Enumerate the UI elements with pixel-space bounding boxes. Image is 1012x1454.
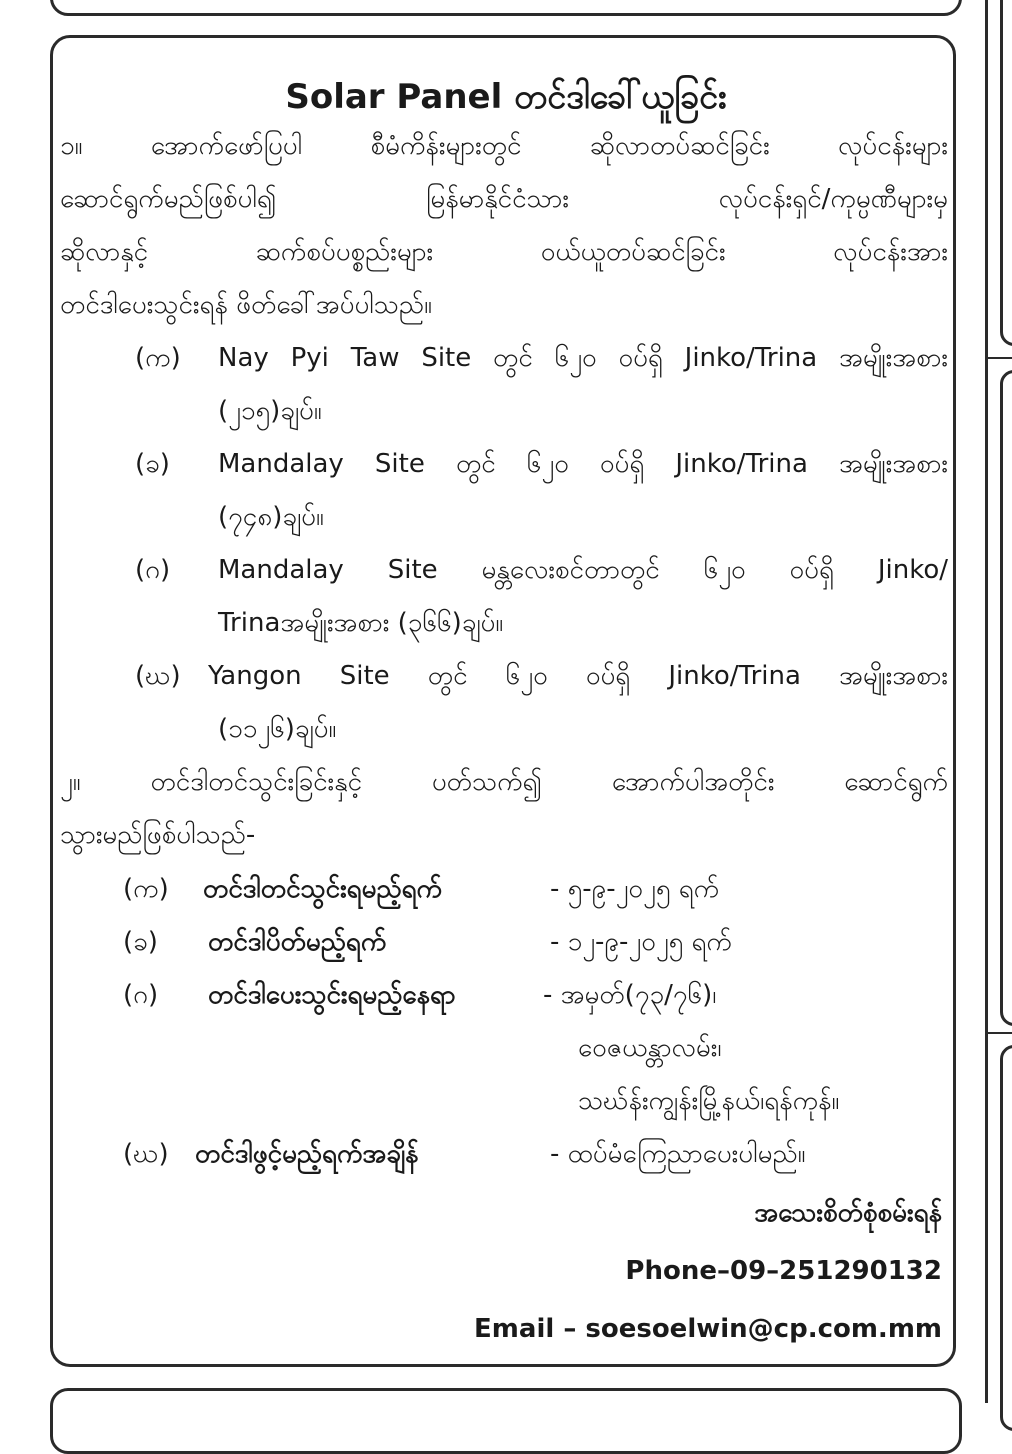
schedule-value-cont: ဝေဇယန္တာလမ်း၊	[578, 1033, 722, 1063]
item-text-cont: (၁၁၂၆)ချပ်။	[218, 714, 337, 744]
item-text-cont: (၂၁၅)ချပ်။	[218, 396, 322, 426]
schedule-value-cont: သဃ်န်းကျွန်းမြို့နယ်၊ရန်ကုန်။	[578, 1086, 840, 1116]
notice-title: Solar Panel တင်ဒါခေါ်ယူခြင်း	[285, 77, 727, 117]
item-marker: (ဂ)	[135, 555, 171, 585]
section1-line: တင်ဒါပေးသွင်းရန် ဖိတ်ခေါ်အပ်ပါသည်။	[60, 290, 432, 320]
item-text: Yangon Site တွင် ၆၂၀ ဝပ်ရှိ Jinko/Trina အမျိုးအစား	[208, 661, 948, 691]
section1-line: ဆိုလာနှင့် ဆက်စပ်ပစ္စည်းများ ဝယ်ယူတပ်ဆင်ခြင်း လုပ်ငန်းအား	[60, 237, 948, 267]
adjacent-notice-box	[1000, 1045, 1012, 1431]
item-text: Mandalay Site မန္တလေးစင်တာတွင် ၆၂၀ ဝပ်ရှိ Jinko/	[218, 555, 948, 585]
schedule-marker: (ဂ)	[123, 980, 159, 1010]
contact-phone: Phone–09–251290132	[625, 1256, 942, 1286]
section1-line: ဆောင်ရွက်မည်ဖြစ်ပါ၍ မြန်မာနိုင်ငံသား လုပ်ငန်းရှင်/ကုမ္ပဏီများမှ	[60, 184, 948, 214]
item-text: Nay Pyi Taw Site တွင် ၆၂၀ ဝပ်ရှိ Jinko/Trina အမျိုးအစား	[218, 343, 948, 373]
schedule-label: တင်ဒါတင်သွင်းရမည့်ရက်	[203, 874, 442, 904]
item-text: Mandalay Site တွင် ၆၂၀ ဝပ်ရှိ Jinko/Trina အမျိုးအစား	[218, 449, 948, 479]
schedule-marker: (ခ)	[123, 927, 158, 957]
tender-notice	[50, 35, 956, 1367]
next-notice-box	[50, 1388, 962, 1454]
column-divider	[985, 0, 988, 1403]
item-text-cont: (၇၄၈)ချပ်။	[218, 502, 324, 532]
adjacent-separator	[988, 1032, 1012, 1034]
schedule-marker: (က)	[123, 874, 169, 904]
section2-line: ၂။ တင်ဒါတင်သွင်းခြင်းနှင့် ပတ်သက်၍ အောက်ပါအတိုင်း ဆောင်ရွက်	[60, 767, 948, 797]
section1-line: ၁။ အောက်ဖော်ပြပါ စီမံကိန်းများတွင် ဆိုလာတပ်ဆင်ခြင်း လုပ်ငန်းများ	[60, 131, 948, 161]
previous-notice-box	[50, 0, 962, 16]
section2-line: သွားမည်ဖြစ်ပါသည်-	[60, 820, 256, 850]
schedule-value: - အမှတ်(၇၃/၇၆)၊	[543, 980, 717, 1010]
contact-email[interactable]: Email – soesoelwin@cp.com.mm	[474, 1314, 942, 1344]
adjacent-separator	[988, 357, 1012, 359]
schedule-label: တင်ဒါပိတ်မည့်ရက်	[208, 927, 387, 957]
schedule-marker: (ဃ)	[123, 1139, 169, 1169]
schedule-label: တင်ဒါပေးသွင်းရမည့်နေရာ	[208, 980, 456, 1010]
schedule-value: - ထပ်မံကြေညာပေးပါမည်။	[550, 1139, 806, 1169]
adjacent-notice-box	[1000, 0, 1012, 346]
contact-heading: အသေးစိတ်စုံစမ်းရန်	[754, 1198, 942, 1228]
item-marker: (ခ)	[135, 449, 170, 479]
adjacent-notice-box	[1000, 370, 1012, 1026]
item-marker: (က)	[135, 343, 181, 373]
schedule-label: တင်ဒါဖွင့်မည့်ရက်အချိန်	[195, 1139, 419, 1169]
schedule-value: - ၁၂-၉-၂၀၂၅ ရက်	[550, 927, 732, 957]
item-text-cont: Trinaအမျိုးအစား (၃၆၆)ချပ်။	[218, 608, 504, 638]
schedule-value: - ၅-၉-၂၀၂၅ ရက်	[550, 874, 720, 904]
item-marker: (ဃ)	[135, 661, 181, 691]
